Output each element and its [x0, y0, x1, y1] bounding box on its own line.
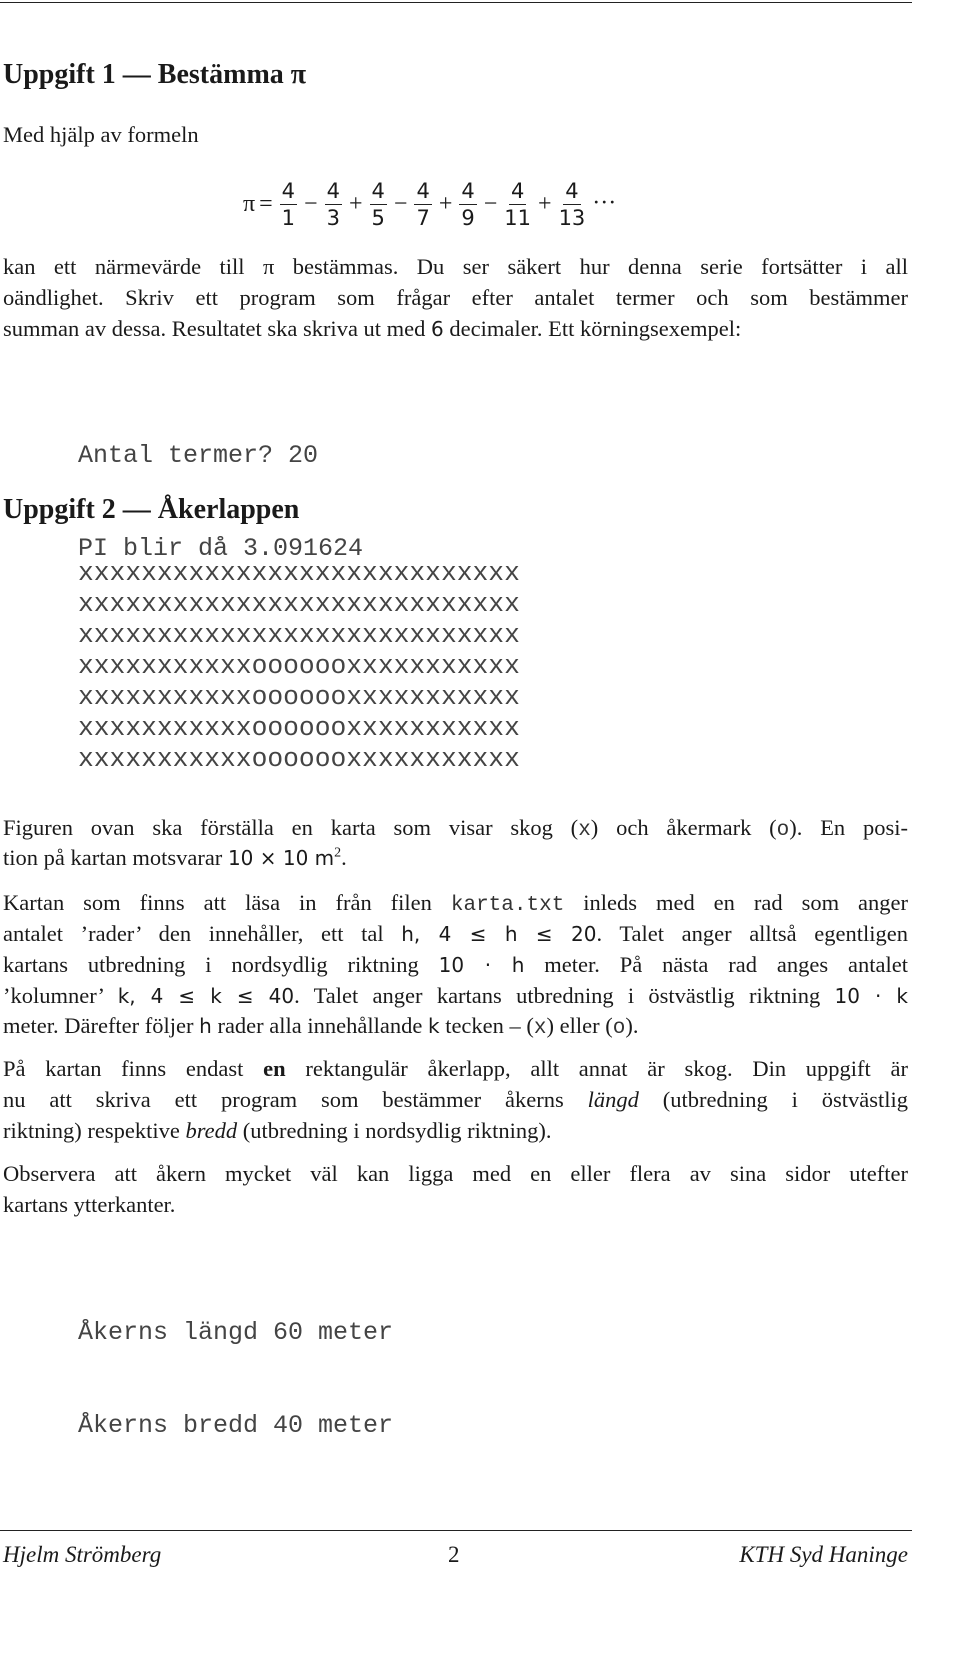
text-segment: (utbredning i östvästlig — [638, 1087, 908, 1112]
text-segment: Figuren ovan ska förställa en karta som visar skog ( — [3, 815, 579, 840]
numerator: 4 — [565, 178, 579, 203]
map-row: xxxxxxxxxxxxxxxxxxxxxxxxxxxx — [78, 620, 520, 650]
map-row: xxxxxxxxxxxxxxxxxxxxxxxxxxxx — [78, 589, 520, 619]
text-segment: 10 × 10 m — [227, 846, 335, 870]
formula-fraction — [504, 178, 531, 231]
output-line: Åkerns bredd 40 meter — [78, 1411, 394, 1440]
footer-page-number: 2 — [448, 1542, 460, 1567]
text-segment: meter. Därefter följer — [3, 1013, 200, 1038]
text-segment: 2 — [334, 845, 342, 861]
text-segment: kartans utbredning i nordsydlig riktning — [3, 952, 439, 977]
numerator: 4 — [281, 178, 296, 203]
code-text: x — [578, 819, 591, 842]
text-line — [3, 887, 908, 919]
formula-fraction — [370, 178, 387, 231]
text-line — [3, 812, 908, 844]
text-segment: h — [199, 1014, 212, 1038]
text-segment: På kartan finns endast — [3, 1056, 264, 1081]
map-figure — [78, 558, 520, 775]
code-text: x — [533, 1017, 547, 1040]
text-segment: tion på kartan motsvarar — [3, 845, 228, 870]
text-segment: Kartan som finns att läsa in från filen — [3, 890, 451, 915]
formula-fraction — [414, 178, 431, 231]
text-line — [3, 1010, 908, 1045]
formula-operator: + — [348, 190, 363, 217]
footer-rule — [0, 1530, 912, 1531]
text-segment: rektangulär åkerlapp, allt annat är skog. Din uppgift är — [285, 1056, 908, 1081]
formula-operator: − — [304, 190, 318, 217]
text-segment: ) eller ( — [546, 1013, 613, 1038]
text-segment: tecken – ( — [439, 1013, 534, 1038]
numerator: 4 — [416, 178, 430, 203]
numerator: 4 — [510, 178, 525, 203]
example-line: PI blir då 3.091624 — [78, 534, 364, 563]
denominator: 11 — [504, 205, 532, 230]
expected-output — [78, 1255, 393, 1472]
code-text: o — [776, 819, 790, 842]
text-line — [3, 1189, 908, 1221]
denominator: 3 — [326, 205, 340, 230]
text-segment: ’kolumner’ — [3, 983, 118, 1008]
text-segment: ). — [625, 1013, 639, 1038]
text-segment: 10 · k — [834, 984, 908, 1008]
text-line — [3, 842, 908, 874]
formula-operator: − — [483, 190, 498, 217]
text-segment: oändlighet. Skriv ett program som frågar efter antalet termer och som bestämmer — [3, 285, 908, 310]
text-segment: rader alla innehållande — [211, 1013, 428, 1038]
text-line — [3, 313, 908, 345]
text-line — [3, 282, 908, 314]
numerator: 4 — [326, 178, 340, 203]
text-segment: . Talet anger alltså egentligen — [596, 921, 908, 946]
text-segment: längd — [587, 1087, 639, 1112]
text-segment: en — [263, 1056, 286, 1081]
denominator: 5 — [371, 205, 385, 230]
code-text: o — [612, 1017, 626, 1040]
task1-intro: Med hjälp av formeln — [3, 122, 199, 147]
denominator: 9 — [461, 205, 475, 230]
text-segment: inleds med en rad som anger — [564, 890, 908, 915]
denominator: 7 — [416, 205, 430, 230]
text-segment: ) och åkermark ( — [590, 815, 777, 840]
text-line — [3, 918, 908, 950]
map-row: xxxxxxxxxxxooooooxxxxxxxxxxx — [78, 744, 520, 774]
formula-lhs: π — [243, 190, 256, 217]
task1-heading: Uppgift 1 — Bestämma π — [3, 59, 307, 90]
text-segment: nu att skriva ett program som bestämmer åkerns — [3, 1087, 588, 1112]
text-segment: summan av dessa. Resultatet ska skriva ut med — [3, 316, 432, 341]
map-row: xxxxxxxxxxxooooooxxxxxxxxxxx — [78, 713, 520, 743]
task2-heading: Uppgift 2 — Åkerlappen — [3, 494, 300, 525]
text-segment: 6 — [431, 317, 444, 341]
text-segment: 10 · h — [438, 953, 525, 977]
text-segment: decimaler. Ett körningsexempel: — [443, 316, 742, 341]
footer-institution: KTH Syd Haninge — [739, 1542, 908, 1567]
numerator: 4 — [371, 178, 385, 203]
text-line — [3, 251, 908, 283]
formula-operator: + — [538, 190, 552, 217]
code-text: karta.txt — [450, 894, 565, 917]
map-row: xxxxxxxxxxxooooooxxxxxxxxxxx — [78, 682, 520, 712]
text-line — [3, 1158, 908, 1190]
text-line — [3, 949, 908, 981]
formula-fraction — [459, 178, 476, 231]
numerator: 4 — [461, 178, 475, 203]
formula-fraction — [325, 178, 342, 231]
denominator: 1 — [281, 205, 296, 230]
text-segment: k — [427, 1014, 440, 1038]
formula-equals: = — [259, 190, 273, 217]
text-line — [3, 1084, 908, 1116]
formula-fraction — [559, 178, 586, 231]
text-segment: kartans ytterkanter. — [3, 1192, 176, 1217]
text-segment: ). En posi- — [789, 815, 908, 840]
text-segment: . — [341, 845, 347, 870]
text-segment: antalet ’rader’ den innehåller, ett tal — [3, 921, 402, 946]
text-line — [3, 980, 908, 1012]
text-segment: riktning) respektive — [3, 1118, 186, 1143]
text-segment: Observera att åkern mycket väl kan ligga med en eller flera av sina sidor utefter — [3, 1161, 908, 1186]
footer-author: Hjelm Strömberg — [3, 1542, 162, 1567]
text-line — [3, 1115, 908, 1147]
example-line: Antal termer? 20 — [78, 441, 319, 470]
formula-operator: + — [438, 190, 453, 217]
text-segment: (utbredning i nordsydlig riktning). — [237, 1118, 552, 1143]
formula-fraction — [280, 178, 297, 231]
map-row: xxxxxxxxxxxooooooxxxxxxxxxxx — [78, 651, 520, 681]
pi-formula — [243, 172, 616, 236]
formula-operator: − — [393, 190, 408, 217]
map-row: xxxxxxxxxxxxxxxxxxxxxxxxxxxx — [78, 558, 520, 588]
text-segment: . Talet anger kartans utbredning i östvästlig riktning — [294, 983, 835, 1008]
text-line — [3, 1053, 908, 1085]
text-segment: h, 4 ≤ h ≤ 20 — [401, 922, 597, 946]
formula-ellipsis: ··· — [592, 190, 617, 216]
text-segment: bredd — [185, 1118, 238, 1143]
top-rule — [0, 2, 912, 3]
output-line: Åkerns längd 60 meter — [78, 1318, 394, 1347]
text-segment: k, 4 ≤ k ≤ 40 — [117, 984, 295, 1008]
text-segment: meter. På nästa rad anges antalet — [524, 952, 908, 977]
denominator: 13 — [558, 205, 586, 230]
text-segment: kan ett närmevärde till π bestämmas. Du ser säkert hur denna serie fortsätter i all — [3, 254, 908, 279]
